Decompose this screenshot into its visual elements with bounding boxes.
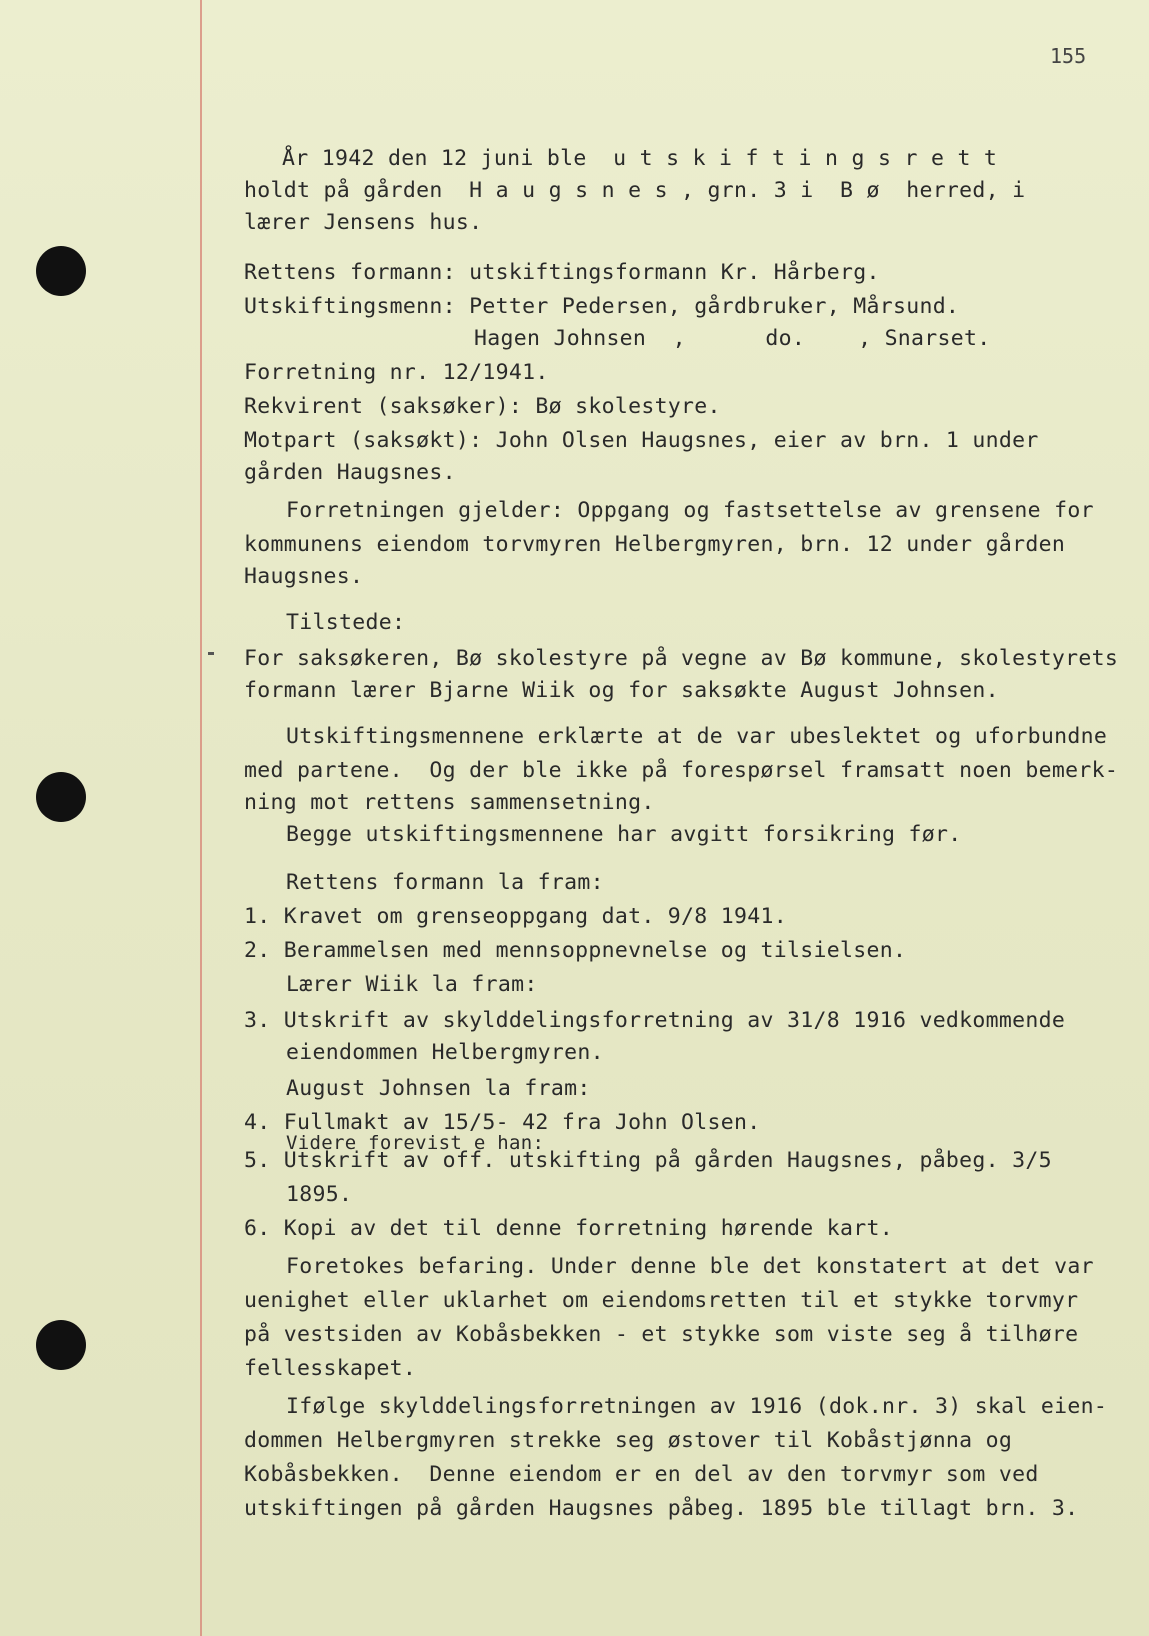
text-line: Utskiftingsmenn: Petter Pedersen, gårdbruker, Mårsund.	[244, 294, 960, 319]
margin-rule	[200, 0, 202, 1636]
text-line: utskiftingen på gården Haugsnes påbeg. 1895 ble tillagt brn. 3.	[244, 1496, 1079, 1521]
text-line: Rettens formann: utskiftingsformann Kr. Hårberg.	[244, 260, 880, 285]
punch-hole	[36, 1320, 86, 1370]
text-line: fellesskapet.	[244, 1356, 417, 1381]
text-line: 1895.	[286, 1182, 353, 1207]
text-line: 3. Utskrift av skylddelingsforretning av 31/8 1916 vedkommende	[244, 1008, 1066, 1033]
text-line: eiendommen Helbergmyren.	[286, 1040, 604, 1065]
text-line: lærer Jensens hus.	[244, 210, 483, 235]
text-line: Motpart (saksøkt): John Olsen Haugsnes, eier av brn. 1 under	[244, 428, 1039, 453]
text-line: Hagen Johnsen , do. , Snarset.	[474, 326, 991, 351]
text-line: 2. Berammelsen med mennsoppnevnelse og tilsielsen.	[244, 938, 907, 963]
text-line: Lærer Wiik la fram:	[286, 972, 538, 997]
text-line: 1. Kravet om grenseoppgang dat. 9/8 1941.	[244, 904, 788, 929]
text-line: med partene. Og der ble ikke på forespørsel framsatt noen bemerk-	[244, 758, 1119, 783]
text-line: Rettens formann la fram:	[286, 870, 604, 895]
text-line: Rekvirent (saksøker): Bø skolestyre.	[244, 394, 721, 419]
text-line: 5. Utskrift av off. utskifting på gården Haugsnes, påbeg. 3/5	[244, 1148, 1052, 1173]
text-line: Forretning nr. 12/1941.	[244, 360, 549, 385]
page-number: 155	[1050, 44, 1087, 68]
text-line: År 1942 den 12 juni ble u t s k i f t i n g s r e t t	[282, 146, 998, 171]
text-line: 6. Kopi av det til denne forretning hørende kart.	[244, 1216, 893, 1241]
text-line: dommen Helbergmyren strekke seg østover til Kobåstjønna og	[244, 1428, 1013, 1453]
text-line: uenighet eller uklarhet om eiendomsretten til et stykke torvmyr	[244, 1288, 1079, 1313]
text-line: Videre forevist e han:	[286, 1132, 545, 1154]
punch-hole	[36, 772, 86, 822]
text-line: For saksøkeren, Bø skolestyre på vegne av Bø kommune, skolestyrets	[244, 646, 1119, 671]
text-line: 4. Fullmakt av 15/5- 42 fra John Olsen.	[244, 1110, 761, 1135]
text-line: Tilstede:	[286, 610, 406, 635]
text-line: Utskiftingsmennene erklærte at de var ubeslektet og uforbundne	[286, 724, 1108, 749]
text-line: August Johnsen la fram:	[286, 1076, 591, 1101]
text-line: Kobåsbekken. Denne eiendom er en del av den torvmyr som ved	[244, 1462, 1039, 1487]
text-line: Foretokes befaring. Under denne ble det konstatert at det var	[286, 1254, 1094, 1279]
text-line: Ifølge skylddelingsforretningen av 1916 (dok.nr. 3) skal eien-	[286, 1394, 1108, 1419]
text-line: formann lærer Bjarne Wiik og for saksøkte August Johnsen.	[244, 678, 999, 703]
text-line: holdt på gården H a u g s n e s , grn. 3 i B ø herred, i	[244, 178, 1026, 203]
text-line: ning mot rettens sammensetning.	[244, 790, 655, 815]
text-line: gården Haugsnes.	[244, 460, 456, 485]
text-line: Begge utskiftingsmennene har avgitt forsikring før.	[286, 822, 962, 847]
text-line: Forretningen gjelder: Oppgang og fastsettelse av grensene for	[286, 498, 1094, 523]
margin-tick	[208, 652, 214, 655]
punch-hole	[36, 246, 86, 296]
text-line: på vestsiden av Kobåsbekken - et stykke som viste seg å tilhøre	[244, 1322, 1079, 1347]
text-line: Haugsnes.	[244, 564, 364, 589]
text-line: kommunens eiendom torvmyren Helbergmyren, brn. 12 under gården	[244, 532, 1066, 557]
